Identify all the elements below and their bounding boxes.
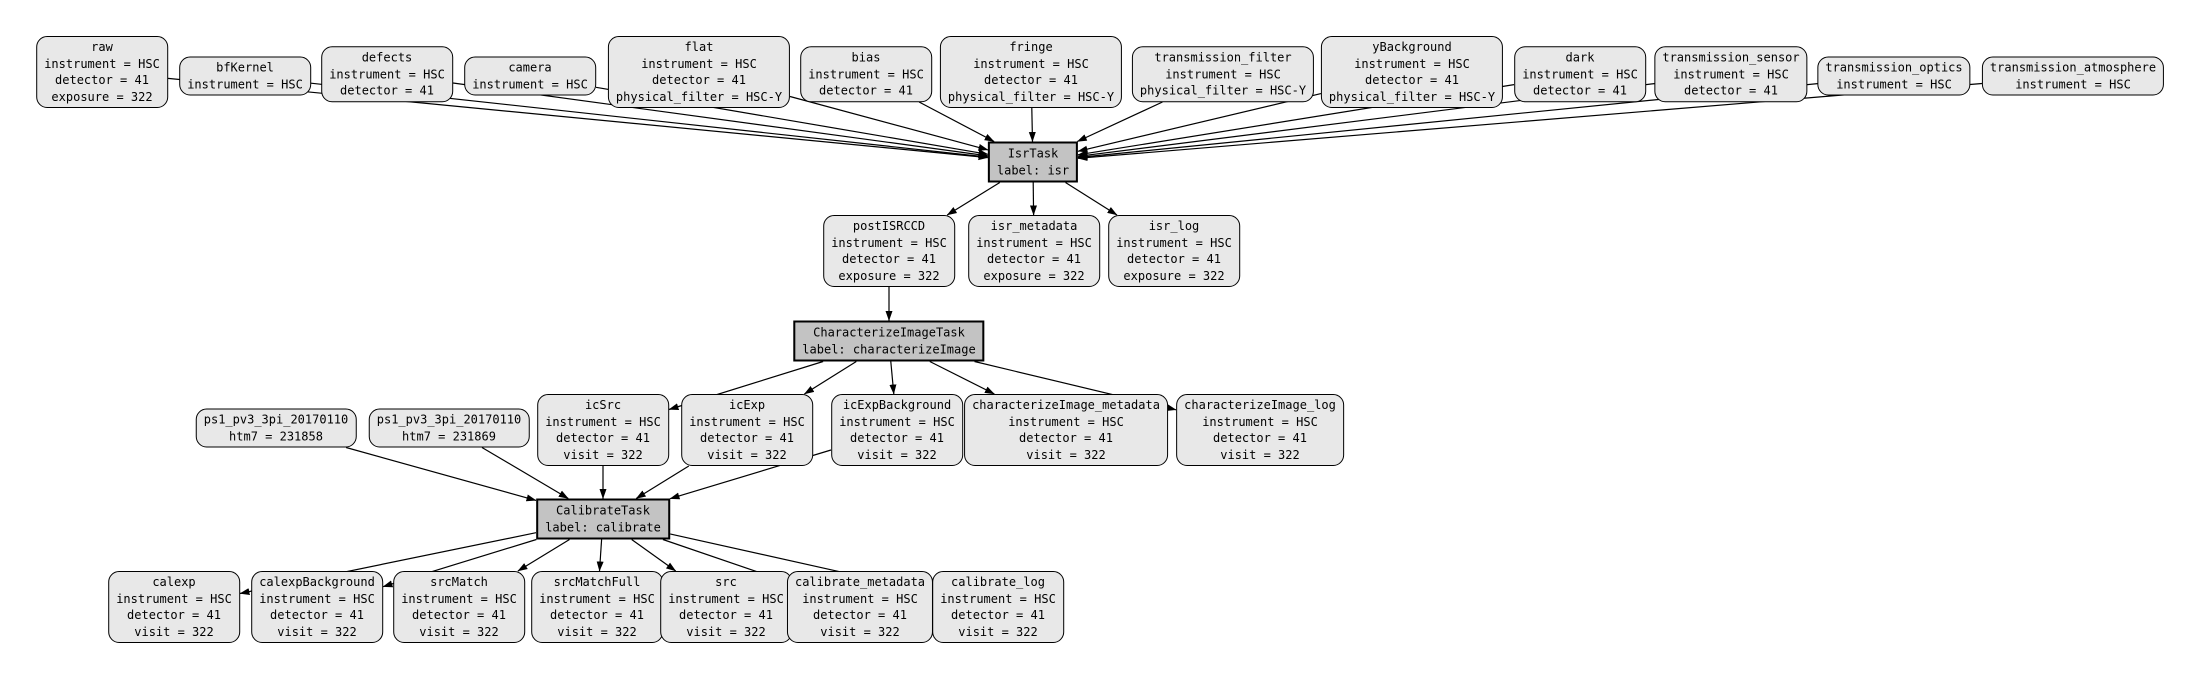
dataset-node-bias bbox=[800, 46, 932, 102]
dataset-node-characterizeImage_metadata bbox=[964, 394, 1168, 466]
node-title: transmission_optics bbox=[1825, 60, 1963, 75]
node-title: postISRCCD bbox=[852, 219, 926, 233]
node-title: yBackground bbox=[1372, 40, 1452, 54]
node-attribute: visit = 322 bbox=[1026, 447, 1106, 462]
node-title: calibrate_metadata bbox=[794, 575, 926, 589]
node-attribute: detector = 41 bbox=[550, 608, 644, 622]
dataset-node-raw bbox=[36, 36, 168, 108]
node-attribute: detector = 41 bbox=[813, 608, 907, 622]
dataset-node-transmission_optics bbox=[1817, 57, 1970, 96]
task-node-calibrate bbox=[536, 499, 670, 540]
node-attribute: detector = 41 bbox=[1127, 252, 1221, 266]
edge-calibrate-to-src bbox=[632, 540, 676, 572]
dataset-node-calexp bbox=[108, 571, 240, 643]
node-attribute: visit = 322 bbox=[563, 447, 643, 462]
node-attribute: detector = 41 bbox=[1684, 83, 1778, 98]
node-attribute: physical_filter = HSC-Y bbox=[947, 89, 1115, 104]
node-title: bfKernel bbox=[216, 60, 274, 75]
dataset-node-fringe bbox=[940, 36, 1122, 108]
node-attribute: detector = 41 bbox=[819, 83, 913, 98]
dataset-node-dark bbox=[1514, 46, 1646, 102]
node-attribute: detector = 41 bbox=[412, 608, 506, 622]
node-title: dark bbox=[1565, 50, 1595, 65]
dataset-node-icExpBackground bbox=[831, 394, 963, 466]
node-title: IsrTask bbox=[1007, 146, 1059, 161]
node-attribute: exposure = 322 bbox=[838, 268, 940, 283]
node-title: srcMatchFull bbox=[553, 575, 641, 589]
node-attribute: visit = 322 bbox=[820, 624, 900, 639]
dataset-node-ps1_a bbox=[196, 409, 357, 448]
node-title: defects bbox=[361, 50, 413, 65]
node-attribute: instrument = HSC bbox=[1836, 77, 1952, 91]
node-attribute: detector = 41 bbox=[340, 83, 434, 98]
node-attribute: instrument = HSC bbox=[1522, 66, 1638, 81]
node-attribute: instrument = HSC bbox=[641, 56, 757, 71]
node-title: isr_metadata bbox=[990, 219, 1078, 233]
node-attribute: detector = 41 bbox=[1213, 431, 1307, 445]
edge-calibrate-to-srcMatchFull bbox=[600, 540, 602, 572]
node-attribute: detector = 41 bbox=[270, 608, 364, 622]
node-title: fringe bbox=[1009, 40, 1053, 54]
dataset-node-src bbox=[660, 571, 792, 643]
node-attribute: visit = 322 bbox=[277, 624, 357, 639]
node-title: transmission_filter bbox=[1154, 50, 1292, 65]
node-title: ps1_pv3_3pi_20170110 bbox=[376, 412, 522, 427]
node-attribute: instrument = HSC bbox=[545, 414, 661, 429]
dataset-node-characterizeImage_log bbox=[1176, 394, 1344, 466]
node-attribute: instrument = HSC bbox=[1116, 235, 1232, 250]
node-attribute: instrument = HSC bbox=[1202, 414, 1318, 429]
dataset-node-transmission_filter bbox=[1132, 46, 1314, 102]
node-title: calibrate_log bbox=[951, 575, 1045, 589]
dataset-node-ps1_b bbox=[369, 409, 530, 448]
edge-isr-to-isr_log bbox=[1066, 183, 1118, 216]
node-attribute: detector = 41 bbox=[984, 73, 1078, 87]
edge-characterizeImage-to-icExp bbox=[804, 362, 856, 395]
node-attribute: label: calibrate bbox=[545, 520, 661, 534]
node-attribute: instrument = HSC bbox=[668, 591, 784, 606]
node-attribute: detector = 41 bbox=[842, 252, 936, 266]
edge-characterizeImage-to-characterizeImage_metadata bbox=[930, 362, 995, 395]
edge-ps1_a-to-calibrate bbox=[346, 448, 536, 501]
node-title: camera bbox=[508, 60, 552, 75]
node-attribute: instrument = HSC bbox=[689, 414, 805, 429]
node-attribute: instrument = HSC bbox=[116, 591, 232, 606]
dataset-node-flat bbox=[608, 36, 790, 108]
node-attribute: instrument = HSC bbox=[329, 66, 445, 81]
node-title: icExp bbox=[728, 398, 766, 412]
node-attribute: exposure = 322 bbox=[1123, 268, 1225, 283]
node-attribute: visit = 322 bbox=[419, 624, 499, 639]
dataset-node-camera bbox=[464, 57, 596, 96]
node-attribute: detector = 41 bbox=[55, 73, 149, 87]
node-attribute: visit = 322 bbox=[1220, 447, 1300, 462]
node-title: transmission_sensor bbox=[1662, 50, 1800, 65]
node-attribute: visit = 322 bbox=[557, 624, 637, 639]
dataset-node-icExp bbox=[681, 394, 813, 466]
node-title: calexp bbox=[152, 575, 196, 589]
node-title: CharacterizeImageTask bbox=[813, 325, 965, 340]
node-title: CalibrateTask bbox=[556, 503, 650, 518]
node-title: raw bbox=[91, 40, 113, 54]
node-attribute: physical_filter = HSC-Y bbox=[615, 89, 783, 104]
node-title: isr_log bbox=[1148, 219, 1200, 233]
node-attribute: exposure = 322 bbox=[51, 89, 153, 104]
dataset-node-transmission_atmosphere bbox=[1982, 57, 2164, 96]
node-title: ps1_pv3_3pi_20170110 bbox=[203, 412, 349, 427]
node-attribute: instrument = HSC bbox=[1673, 66, 1789, 81]
node-attribute: instrument = HSC bbox=[1008, 414, 1124, 429]
dataset-node-bfKernel bbox=[179, 57, 311, 96]
dataset-node-srcMatch bbox=[393, 571, 525, 643]
dataset-node-postISRCCD bbox=[823, 215, 955, 287]
node-title: characterizeImage_metadata bbox=[972, 398, 1160, 412]
node-attribute: instrument = HSC bbox=[401, 591, 517, 606]
node-attribute: instrument = HSC bbox=[1354, 56, 1470, 71]
node-attribute: instrument = HSC bbox=[472, 77, 588, 91]
node-title: bias bbox=[851, 50, 881, 65]
edge-icExp-to-calibrate bbox=[636, 466, 689, 499]
node-attribute: detector = 41 bbox=[679, 608, 773, 622]
node-attribute: detector = 41 bbox=[700, 431, 794, 445]
node-title: icExpBackground bbox=[842, 398, 952, 412]
node-title: icSrc bbox=[584, 398, 622, 412]
node-attribute: visit = 322 bbox=[707, 447, 787, 462]
node-attribute: instrument = HSC bbox=[2015, 77, 2131, 91]
dataset-node-calibrate_log bbox=[932, 571, 1064, 643]
dataset-node-transmission_sensor bbox=[1654, 46, 1807, 102]
node-title: flat bbox=[684, 40, 714, 54]
node-attribute: visit = 322 bbox=[958, 624, 1038, 639]
node-attribute: instrument = HSC bbox=[802, 591, 918, 606]
node-attribute: detector = 41 bbox=[951, 608, 1045, 622]
node-attribute: physical_filter = HSC-Y bbox=[1328, 89, 1496, 104]
node-attribute: instrument = HSC bbox=[187, 77, 303, 91]
node-attribute: visit = 322 bbox=[857, 447, 937, 462]
dataset-node-icSrc bbox=[537, 394, 669, 466]
task-node-characterizeImage bbox=[793, 321, 984, 362]
node-attribute: visit = 322 bbox=[134, 624, 214, 639]
node-attribute: exposure = 322 bbox=[983, 268, 1085, 283]
node-attribute: detector = 41 bbox=[850, 431, 944, 445]
node-title: characterizeImage_log bbox=[1184, 398, 1336, 412]
node-attribute: detector = 41 bbox=[1019, 431, 1113, 445]
node-attribute: label: characterizeImage bbox=[802, 342, 976, 356]
dataset-node-defects bbox=[321, 46, 453, 102]
edge-isr-to-postISRCCD bbox=[947, 183, 1000, 216]
node-attribute: instrument = HSC bbox=[976, 235, 1092, 250]
node-title: srcMatch bbox=[430, 575, 488, 589]
node-title: transmission_atmosphere bbox=[1989, 60, 2157, 75]
dataset-node-isr_metadata bbox=[968, 215, 1100, 287]
node-attribute: detector = 41 bbox=[1365, 73, 1459, 87]
node-attribute: detector = 41 bbox=[987, 252, 1081, 266]
node-attribute: detector = 41 bbox=[127, 608, 221, 622]
node-attribute: instrument = HSC bbox=[940, 591, 1056, 606]
node-attribute: instrument = HSC bbox=[259, 591, 375, 606]
node-attribute: instrument = HSC bbox=[1165, 66, 1281, 81]
node-attribute: instrument = HSC bbox=[831, 235, 947, 250]
node-attribute: physical_filter = HSC-Y bbox=[1139, 83, 1307, 98]
task-node-isr bbox=[988, 142, 1078, 183]
node-title: calexpBackground bbox=[259, 575, 375, 589]
dataset-node-calibrate_metadata bbox=[787, 571, 933, 643]
node-attribute: detector = 41 bbox=[652, 73, 746, 87]
node-attribute: instrument = HSC bbox=[44, 56, 160, 71]
node-attribute: detector = 41 bbox=[1533, 83, 1627, 98]
edge-characterizeImage-to-icExpBackground bbox=[891, 362, 894, 395]
node-attribute: visit = 322 bbox=[686, 624, 766, 639]
dataset-node-yBackground bbox=[1321, 36, 1503, 108]
node-attribute: htm7 = 231858 bbox=[229, 429, 323, 443]
edge-fringe-to-isr bbox=[1032, 108, 1033, 142]
node-attribute: detector = 41 bbox=[556, 431, 650, 445]
dataset-node-srcMatchFull bbox=[531, 571, 663, 643]
node-attribute: htm7 = 231869 bbox=[402, 429, 496, 443]
edge-calibrate-to-srcMatch bbox=[518, 540, 570, 572]
node-attribute: instrument = HSC bbox=[808, 66, 924, 81]
node-attribute: label: isr bbox=[996, 163, 1070, 177]
dataset-node-calexpBackground bbox=[251, 571, 383, 643]
node-title: src bbox=[715, 575, 737, 589]
dataset-node-isr_log bbox=[1108, 215, 1240, 287]
node-attribute: instrument = HSC bbox=[839, 414, 955, 429]
node-attribute: instrument = HSC bbox=[539, 591, 655, 606]
node-attribute: instrument = HSC bbox=[973, 56, 1089, 71]
